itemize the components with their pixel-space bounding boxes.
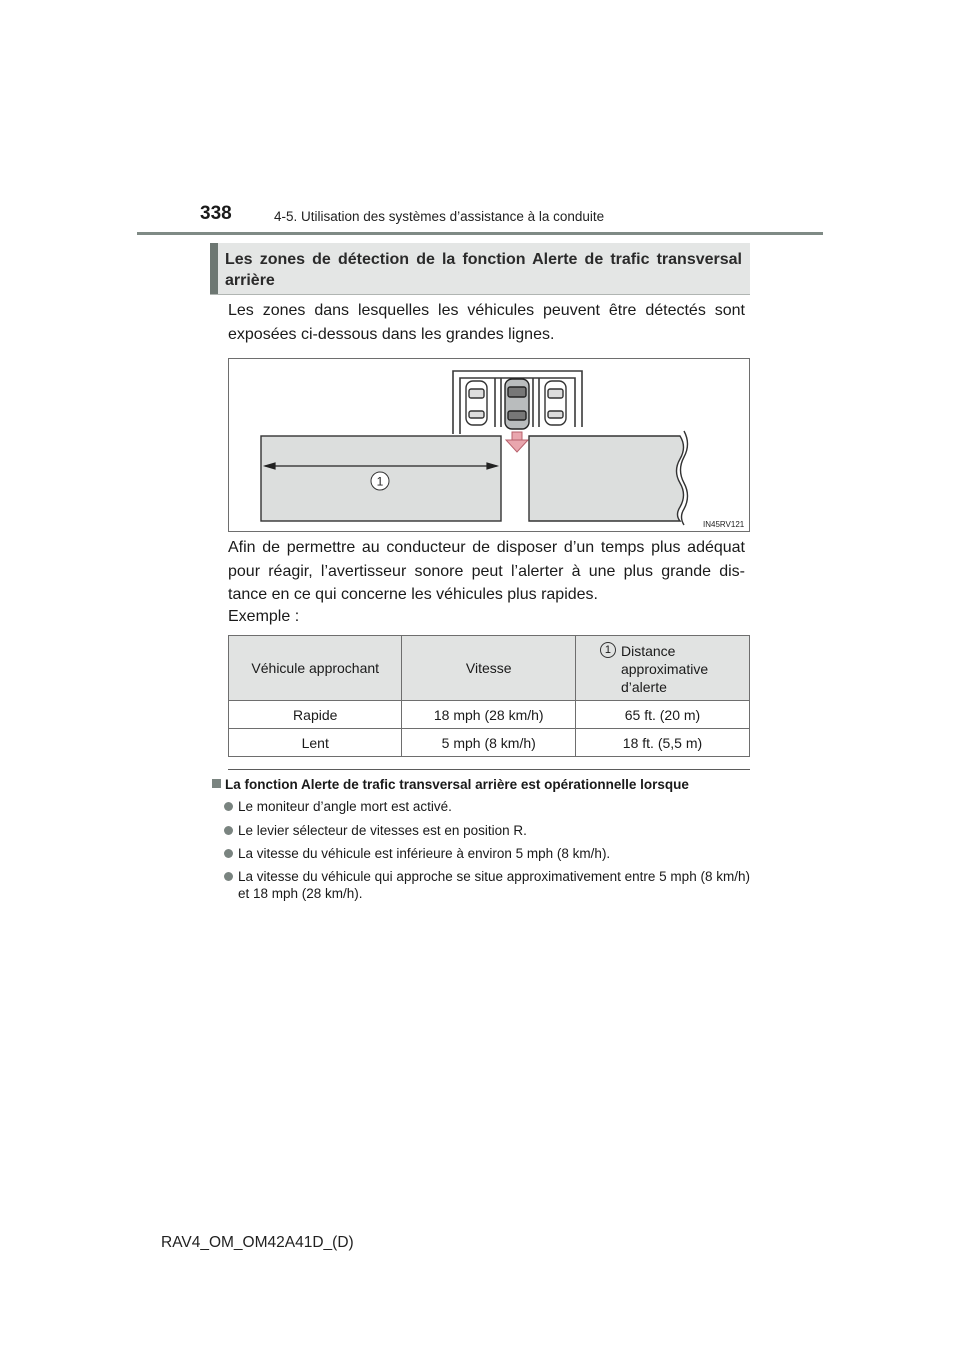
section-title-box	[210, 243, 750, 295]
detection-zone-figure	[228, 358, 750, 532]
intro-paragraph: Les zones dans lesquelles les véhicules peuvent être détectés sont exposées ci-dessous dans les grandes lignes.	[228, 302, 745, 343]
cell-distance: 18 ft. (5,5 m)	[575, 729, 749, 757]
note-heading	[212, 777, 752, 792]
list-item	[224, 798, 750, 815]
list-item-text: Le levier sélecteur de vitesses est en position R.	[238, 823, 527, 838]
callout-number: 1	[376, 474, 384, 489]
cell-vehicle: Lent	[229, 729, 402, 757]
list-item-text: La vitesse du véhicule est inférieure à environ 5 mph (8 km/h).	[238, 846, 611, 861]
bullet-dot-icon	[224, 849, 233, 858]
chapter-heading: 4-5. Utilisation des systèmes d’assistance à la conduite	[274, 209, 605, 224]
list-item-text: La vitesse du véhicule qui approche se situe approximativement entre 5 mph (8 km/h) et 18 mph (28 km/h).	[238, 869, 750, 901]
reverse-arrow-icon	[506, 432, 528, 452]
list-item	[224, 845, 750, 862]
own-vehicle-icon	[505, 379, 529, 429]
list-item	[224, 868, 750, 902]
section-title: Les zones de détection de la fonction Alerte de trafic transversal arrière	[225, 251, 742, 289]
header-speed: Vitesse	[402, 636, 575, 701]
section-divider	[228, 769, 750, 770]
header-vehicle: Véhicule approchant	[229, 636, 402, 701]
cell-distance: 65 ft. (20 m)	[575, 701, 749, 729]
callout-badge: 1	[600, 642, 616, 658]
square-bullet-icon	[212, 779, 221, 788]
bullet-dot-icon	[224, 872, 233, 881]
list-item	[224, 822, 750, 839]
header-distance-label: Distance approximative d’alerte	[620, 643, 709, 695]
header-distance	[575, 636, 749, 701]
table-row	[229, 701, 750, 729]
cell-vehicle: Rapide	[229, 701, 402, 729]
example-label: Exemple :	[228, 608, 300, 625]
table-header-row	[229, 636, 750, 701]
list-item-text: Le moniteur d’angle mort est activé.	[238, 799, 452, 814]
table-row	[229, 729, 750, 757]
cell-speed: 5 mph (8 km/h)	[402, 729, 575, 757]
page-number: 338	[200, 203, 232, 224]
right-detection-zone	[529, 436, 684, 521]
bullet-dot-icon	[224, 802, 233, 811]
note-title: La fonction Alerte de trafic transversal arrière est opérationnelle lorsque	[225, 777, 689, 792]
paragraph-alert-distance: Afin de permettre au conducteur de disposer d’un temps plus adéquat pour réagir, l’avertisseur sonore peut l’alerter à une plus grande dis-tance en ce qui concerne les véhicules plus rapides.	[228, 539, 745, 603]
document-code: RAV4_OM_OM42A41D_(D)	[161, 1234, 354, 1251]
alert-distance-table	[228, 635, 750, 757]
bullet-dot-icon	[224, 826, 233, 835]
figure-code: IN45RV121	[703, 520, 745, 529]
section-accent-bar	[210, 243, 218, 294]
parked-car-left-icon	[466, 381, 487, 425]
header-rule	[137, 232, 823, 235]
parked-car-right-icon	[545, 381, 566, 425]
detection-zone-diagram	[229, 359, 750, 532]
cell-speed: 18 mph (28 km/h)	[402, 701, 575, 729]
